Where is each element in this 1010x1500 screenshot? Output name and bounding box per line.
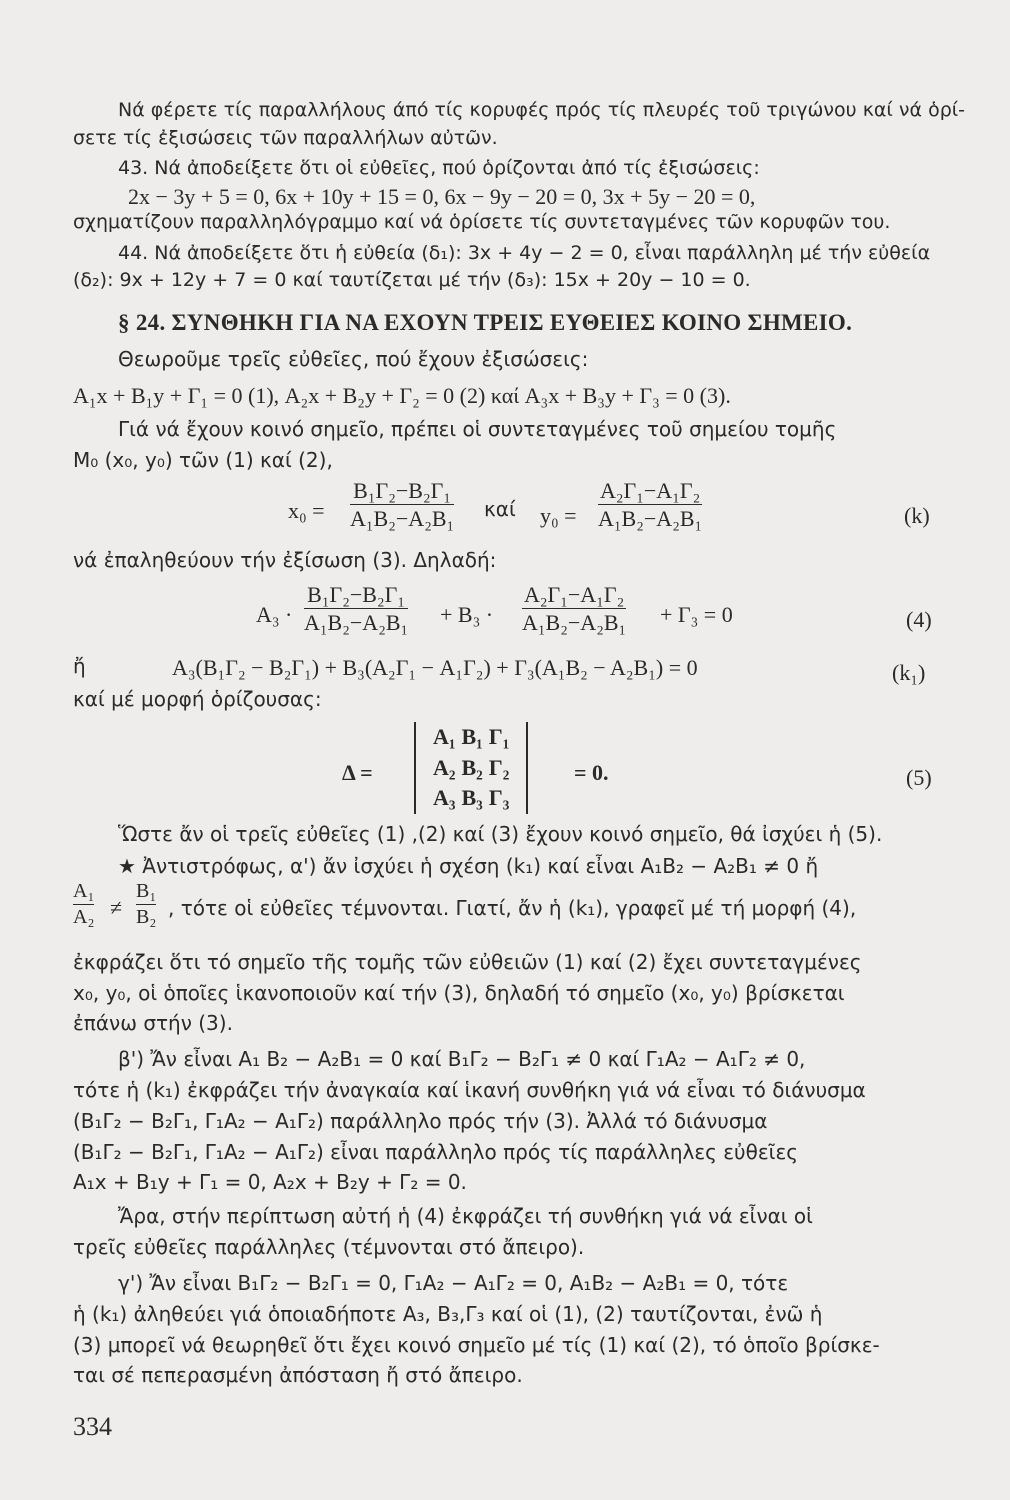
- body-text-line: (B₁Γ₂ − B₂Γ₁, Γ₁A₂ − A₁Γ₂) παράλληλο πρός τήν (3). Ἀλλά τό διάνυσμα: [73, 1109, 768, 1133]
- fraction-numerator: A₂Γ₁−A₁Γ₂: [523, 582, 625, 607]
- determinant-cell: B₃: [461, 785, 483, 811]
- determinant-cell: A₁: [433, 724, 456, 749]
- fraction-denominator: A₁B₂−A₂B₁: [522, 610, 627, 636]
- determinant-cell: Γ₁: [488, 724, 510, 749]
- exercise-43-heading: 43. Νά ἀποδείξετε ὅτι οἱ εὐθεῖες, πού ὁρίζονται ἀπό τίς ἐξισώσεις:: [118, 157, 760, 179]
- exercise-44-heading: 44. Νά ἀποδείξετε ὅτι ἡ εὐθεία (δ₁): 3x + 4y − 2 = 0, εἶναι παράλληλη μέ τήν εὐθεία: [118, 242, 931, 264]
- body-text-line: ἐκφράζει ὅτι τό σημεῖο τῆς τομῆς τῶν εὐθειῶν (1) καί (2) ἔχει συντεταγμένες: [73, 950, 862, 974]
- exercise-text-line: Νά φέρετε τίς παραλλήλους άπό τίς κορυφές πρός τίς πλευρές τοῦ τριγώνου καί νά ὁρί-: [118, 99, 966, 121]
- fraction-numerator: B₁Γ₂−B₂Γ₁: [353, 478, 452, 503]
- eq-k-kai: καί: [484, 497, 516, 521]
- body-text-line: , τότε οἱ εὐθεῖες τέμνονται. Γιατί, ἄν ἡ (k₁), γραφεῖ μέ τή μορφή (4),: [168, 896, 857, 920]
- eq-k-y0-lhs: y₀ =: [540, 503, 577, 528]
- eq-4-tail: + Γ₃ = 0: [660, 602, 733, 627]
- eq-k1-eta: ἤ: [73, 654, 86, 678]
- determinant-matrix: [414, 722, 528, 814]
- body-text-line: Ἄρα, στήν περίπτωση αὐτή ἡ (4) ἐκφράζει τή συνθήκη γιά νά εἶναι οἱ: [118, 1204, 813, 1228]
- body-text-line: Ὥστε ἄν οἱ τρεῖς εὐθεῖες (1) ,(2) καί (3) ἔχουν κοινό σημεῖο, θά ἰσχύει ἡ (5).: [118, 822, 883, 846]
- fraction-denominator: A₁B₂−A₂B₁: [350, 506, 455, 532]
- determinant-row: [430, 722, 512, 753]
- determinant-cell: A₂: [433, 754, 456, 780]
- fraction-numerator: B₁: [136, 880, 157, 902]
- ratio-a1-a2: [73, 880, 94, 929]
- body-text-line: ἐπάνω στήν (3).: [73, 1011, 233, 1035]
- determinant-cell: A₃: [433, 785, 456, 811]
- fraction-numerator: A₁: [73, 880, 95, 902]
- body-text-line: τρεῖς εὐθεῖες παράλληλες (τέμνονται στό ἄπειρο).: [73, 1235, 585, 1259]
- exercise-43-equations: 2x − 3y + 5 = 0, 6x + 10y + 15 = 0, 6x − 9y − 20 = 0, 3x + 5y − 20 = 0,: [128, 184, 756, 209]
- page-number: 334: [73, 1412, 112, 1441]
- body-text-line: ται σέ πεπερασμένη ἀπόσταση ἤ στό ἄπειρο.: [73, 1363, 523, 1387]
- eq-k1-body: A₃(B₁Γ₂ − B₂Γ₁) + B₃(A₂Γ₁ − A₁Γ₂) + Γ₃(A₁B₂ − A₂B₁) = 0: [172, 655, 698, 680]
- eq-4-fraction-2: [522, 582, 626, 636]
- exercise-text-line: (δ₂): 9x + 12y + 7 = 0 καί ταυτίζεται μέ τήν (δ₃): 15x + 20y − 10 = 0.: [73, 269, 751, 291]
- fraction-denominator: A₁B₂−A₂B₁: [598, 506, 703, 532]
- fraction-numerator: B₁Γ₂−B₂Γ₁: [307, 582, 406, 607]
- ratio-b1-b2: [136, 880, 156, 929]
- eq-5-rhs: = 0.: [574, 760, 609, 785]
- equations-1-2-3: A₁x + B₁y + Γ₁ = 0 (1), A₂x + B₂y + Γ₂ = 0 (2) καί A₃x + B₃y + Γ₃ = 0 (3).: [73, 383, 731, 408]
- determinant-row: [430, 783, 512, 814]
- case-gamma-line: γ') Ἄν εἶναι B₁Γ₂ − B₂Γ₁ = 0, Γ₁A₂ − A₁Γ₂ = 0, A₁B₂ − A₂B₁ = 0, τότε: [118, 1271, 789, 1295]
- eq-4-plus-b3: + B₃ ·: [440, 602, 494, 627]
- case-beta-line: β') Ἄν εἶναι A₁ B₂ − A₂B₁ = 0 καί B₁Γ₂ − B₂Γ₁ ≠ 0 καί Γ₁A₂ − A₁Γ₂ ≠ 0,: [118, 1047, 806, 1071]
- body-text-line: καί μέ μορφή ὁρίζουσας:: [73, 687, 322, 711]
- fraction-denominator: A₁B₂−A₂B₁: [304, 610, 409, 636]
- body-text-line: Θεωροῦμε τρεῖς εὐθεῖες, πού ἔχουν ἐξισώσεις:: [118, 347, 589, 371]
- eq-4-tag: (4): [906, 607, 932, 632]
- body-text-line: x₀, y₀, οἱ ὁποῖες ἱκανοποιοῦν καί τήν (3), δηλαδή τό σημεῖο (x₀, y₀) βρίσκεται: [73, 981, 845, 1005]
- exercise-text-line: σχηματίζουν παραλληλόγραμμο καί νά ὁρίσετε τίς συντεταγμένες τῶν κορυφῶν του.: [73, 211, 891, 233]
- eq-k-tag: (k): [904, 503, 930, 528]
- eq-4-a3: A₃ ·: [256, 602, 293, 627]
- eq-k1-tag: (k₁): [892, 660, 926, 685]
- body-text-line: νά ἐπαληθεύουν τήν ἐξίσωση (3). Δηλαδή:: [73, 548, 497, 572]
- body-text-line: M₀ (x₀, y₀) τῶν (1) καί (2),: [73, 448, 333, 472]
- converse-heading-line: ★ Ἀντιστρόφως, α') ἄν ἰσχύει ἡ σχέση (k₁) καί εἶναι A₁B₂ − A₂B₁ ≠ 0 ἤ: [118, 854, 819, 878]
- determinant-row: [430, 753, 512, 784]
- section-heading: § 24. ΣΥΝΘΗΚΗ ΓΙΑ ΝΑ ΕΧΟΥΝ ΤΡΕΙΣ ΕΥΘΕΙΕΣ ΚΟΙΝΟ ΣΗΜΕΙΟ.: [118, 310, 853, 335]
- fraction-denominator: B₂: [136, 906, 157, 928]
- fraction-denominator: A₂: [73, 906, 95, 928]
- body-text-line: (3) μπορεῖ νά θεωρηθεῖ ὅτι ἔχει κοινό σημεῖο μέ τίς (1) καί (2), τό ὁποῖο βρίσκε-: [73, 1333, 880, 1357]
- body-text-line: A₁x + B₁y + Γ₁ = 0, A₂x + B₂y + Γ₂ = 0.: [73, 1170, 467, 1194]
- ratio-neq: ≠: [110, 895, 123, 920]
- body-text-line: τότε ἡ (k₁) ἐκφράζει τήν ἀναγκαία καί ἱκανή συνθήκη γιά νά εἶναι τό διάνυσμα: [73, 1078, 866, 1102]
- determinant-cell: Γ₃: [488, 785, 510, 811]
- fraction-numerator: A₂Γ₁−A₁Γ₂: [599, 478, 701, 503]
- determinant-cell: B₂: [461, 754, 483, 780]
- eq-4-fraction-1: [304, 582, 408, 636]
- eq-k-x0-lhs: x₀ =: [288, 498, 325, 523]
- exercise-text-line: σετε τίς ἐξισώσεις τῶν παραλλήλων αὐτῶν.: [73, 127, 498, 149]
- body-text-line: ἡ (k₁) ἀληθεύει γιά ὁποιαδήποτε A₃, B₃,Γ₃ καί οἱ (1), (2) ταυτίζονται, ἐνῶ ἡ: [73, 1302, 823, 1326]
- body-text-line: (B₁Γ₂ − B₂Γ₁, Γ₁A₂ − A₁Γ₂) εἶναι παράλληλο πρός τίς παράλληλες εὐθεῖες: [73, 1140, 798, 1164]
- body-text-line: Γιά νά ἔχουν κοινό σημεῖο, πρέπει οἱ συντεταγμένες τοῦ σημείου τομῆς: [118, 417, 837, 441]
- eq-k-y0-fraction: [598, 478, 702, 532]
- eq-5-tag: (5): [906, 765, 932, 790]
- eq-5-lhs: Δ =: [342, 760, 373, 785]
- determinant-cell: B₁: [461, 724, 483, 749]
- determinant-cell: Γ₂: [488, 754, 510, 780]
- eq-k-x0-fraction: [350, 478, 454, 532]
